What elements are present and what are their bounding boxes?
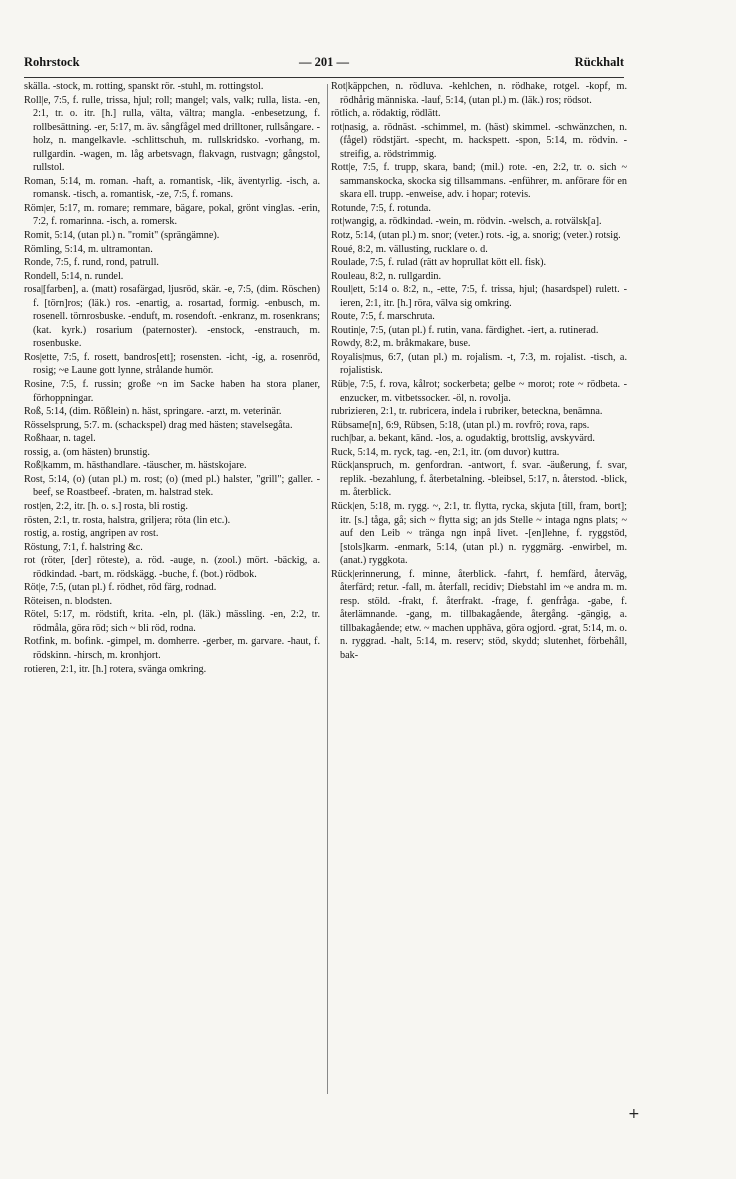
- right-column: [331, 80, 627, 1100]
- dictionary-entry: Rost, 5:14, (o) (utan pl.) m. rost; (o) (med pl.) halster, "grill"; galler. -beef, se Roastbeef. -braten, m. halstrad stek.: [24, 473, 320, 499]
- dictionary-entry: ruch|bar, a. bekant, känd. -los, a. ogudaktig, brottslig, avskyvärd.: [331, 433, 595, 445]
- dictionary-entry: Rotunde, 7:5, f. rotunda.: [331, 202, 431, 214]
- dictionary-entry: Rosine, 7:5, f. russin; große ~n im Sacke haben ha stora planer, förhoppningar.: [24, 379, 320, 404]
- dictionary-entry: Rück|anspruch, m. genfordran. -antwort, f. svar. -äußerung, f. svar, replik. -bezahlung, f. återbetalning. -bleibsel, 5:17, n. återstod. -blick, m. återblick.: [331, 460, 627, 499]
- dictionary-entry: Routin|e, 7:5, (utan pl.) f. rutin, vana. färdighet. -iert, a. rutinerad.: [331, 324, 599, 336]
- dictionary-entry: Rott|e, 7:5, f. trupp, skara, band; (mil.) rote. -en, 2:2, tr. o. sich ~ sammanskocka, skocka sig tillsammans. -enführer, m. anförare för en skara ell. trupp. -enweise, adv. i hopar; rotevis.: [331, 162, 627, 201]
- dictionary-entry: Rowdy, 8:2, m. bråkmakare, buse.: [331, 338, 471, 350]
- dictionary-entry: Royalis|mus, 6:7, (utan pl.) m. rojalism. -t, 7:3, m. rojalist. -tisch, a. rojalistisk.: [331, 351, 627, 377]
- dictionary-entry: Rondell, 5:14, n. rundel.: [24, 270, 124, 282]
- dictionary-entry: rot|wangig, a. rödkindad. -wein, m. rödvin. -welsch, a. rotvälsk[a].: [331, 216, 602, 228]
- dictionary-entry: rost|en, 2:2, itr. [h. o. s.] rosta, bli rostig.: [24, 500, 188, 512]
- dictionary-entry: Rötel, 5:17, m. rödstift, krita. -eln, pl. (läk.) mässling. -en, 2:2, tr. rödmåla, göra röd; sich ~ bli röd, rodna.: [24, 609, 320, 634]
- dictionary-entry: Rück|erinnerung, f. minne, återblick. -fahrt, f. hemfärd, återväg, återfärd; retur. -fall, m. återfall, recidiv; Diebstahl im ~e andra m. m. resp. stöld. -frakt, f. återfrakt. -frage, f. genfråga. -gabe, f. återlämnande. -gang, m. tillbakagående, återgång. -gängig, a. tillbakagående; etw. ~ machen upphäva, göra ogjord. -grat, 5:14, m. o. n. ryggrad. -halt, 5:14, m. reserv; stöd, skydd; slutenhet, förbehåll, bak-: [331, 568, 627, 661]
- margin-plus-mark: +: [628, 1106, 640, 1122]
- dictionary-entry: skälla. -stock, m. rotting, spanskt rör. -stuhl, m. rottingstol.: [24, 81, 264, 92]
- dictionary-entry: Röteisen, n. blodsten.: [24, 595, 113, 607]
- dictionary-entry: Ruck, 5:14, m. ryck, tag. -en, 2:1, itr. (om duvor) kuttra.: [331, 446, 560, 458]
- dictionary-entry: rostig, a. rostig, angripen av rost.: [24, 528, 159, 540]
- dictionary-entry: Roß|kamm, m. hästhandlare. -täuscher, m. hästskojare.: [24, 460, 247, 472]
- dictionary-entry: Roul|ett, 5:14 o. 8:2, n., -ette, 7:5, f. trissa, hjul; (hasardspel) rulett. -ieren, 2:1, itr. [h.] röra, välva sig omkring.: [331, 284, 627, 309]
- page-header: [24, 55, 624, 77]
- dictionary-entry: Rüb|e, 7:5, f. rova, kålrot; sockerbeta; gelbe ~ morot; rote ~ rödbeta. -enzucker, m. vitbetssocker. -öl, n. rovolja.: [331, 379, 627, 404]
- dictionary-entry: rosa|[farben], a. (matt) rosafärgad, ljusröd, skär. -e, 7:5, (dim. Röschen) f. [törn]ros; (läk.) ros. -enartig, a. rosartad, formig. -enbusch, m. rosenell. törnrosbuske. -enduft, m. rosendoft. -enkranz, m. rosenkrans; (kat. kyrk.) rosarium (paternoster). -enstock, -enstrauch, m. rosenbuske.: [24, 284, 320, 350]
- column-divider: [327, 84, 328, 1094]
- dictionary-entry: Rouleau, 8:2, n. rullgardin.: [331, 270, 442, 282]
- dictionary-entry: Route, 7:5, f. marschruta.: [331, 311, 435, 323]
- dictionary-entry: Römling, 5:14, m. ultramontan.: [24, 243, 153, 255]
- dictionary-entry: rot (röter, [der] röteste), a. röd. -auge, n. (zool.) mört. -bäckig, a. rödkindad. -bart, m. rödskägg. -buche, f. (bot.) rödbok.: [24, 555, 320, 580]
- dictionary-entry: Ros|ette, 7:5, f. rosett, bandros[ett]; rosensten. -icht, -ig, a. rosenröd, rosig; ~e Laune gott lynne, strålande humör.: [24, 351, 320, 377]
- dictionary-entry: Roulade, 7:5, f. rulad (rätt av hoprullat kött ell. fisk).: [331, 257, 547, 269]
- dictionary-entry: rotieren, 2:1, itr. [h.] rotera, svänga omkring.: [24, 663, 207, 675]
- dictionary-entry: Roué, 8:2, m. vällusting, rucklare o. d.: [331, 243, 488, 255]
- dictionary-entry: rösten, 2:1, tr. rosta, halstra, griljera; röta (lin etc.).: [24, 514, 231, 526]
- dictionary-entry: Rotfink, m. bofink. -gimpel, m. domherre. -gerber, m. garvare. -haut, f. rödskinn. -hirsch, m. kronhjort.: [24, 636, 320, 661]
- dictionary-entry: Röstung, 7:1, f. halstring &c.: [24, 541, 143, 553]
- dictionary-entry: Romit, 5:14, (utan pl.) n. "romit" (sprängämne).: [24, 230, 220, 242]
- left-column: [24, 80, 320, 1100]
- dictionary-entry: Rotz, 5:14, (utan pl.) m. snor; (veter.) rots. -ig, a. snorig; (veter.) rotsig.: [331, 230, 621, 242]
- dictionary-entry: rot|nasig, a. rödnäst. -schimmel, m. (häst) skimmel. -schwänzchen, n. (fågel) rödstjärt. -specht, m. hackspett. -spon, 5:14, m. rödvin. -streifig, a. rödstrimmig.: [331, 121, 627, 160]
- dictionary-entry: Rück|en, 5:18, m. rygg. ~, 2:1, tr. flytta, rycka, skjuta [till, fram, bort]; itr. [s.] tåga, gå; sich ~ flytta sig; an jds Stelle ~ intaga ngns plats; ~ auf den Leib ~ tränga ngn inpå livet. -[en]lehne, f. ryggstöd, [stols]karm. -enmark, 5:14, (utan pl.) n. ryggmärg. -enwirbel, m. (anat.) ryggkota.: [331, 500, 627, 567]
- header-left-word: Rohrstock: [24, 55, 80, 69]
- dictionary-entry: Röt|e, 7:5, (utan pl.) f. rödhet, röd färg, rodnad.: [24, 582, 217, 594]
- dictionary-entry: Roll|e, 7:5, f. rulle, trissa, hjul; roll; mangel; vals, valk; rulla, lista. -en, 2:1, tr. o. itr. [h.] rulla, välta, vältra; mangla. -enbesetzung, f. rollbesättning. -er, 5:17, m. äv. sångfågel med drilltoner, rullsångare. -holz, n. mangelkavle. -schlittschuh, m. rullskridsko. -vorhang, m. rullgardin. -wagen, m. låg arbetsvagn, flakvagn, rustvagn; gångstol, rullstol.: [24, 94, 320, 174]
- dictionary-entry: Roman, 5:14, m. roman. -haft, a. romantisk, -lik, äventyrlig. -isch, a. romansk. -tisch, a. romantisk, -ze, 7:5, f. romans.: [24, 175, 320, 201]
- dictionary-entry: Ronde, 7:5, f. rund, rond, patrull.: [24, 257, 159, 269]
- dictionary-entry: rötlich, a. rödaktig, rödlätt.: [331, 108, 441, 120]
- dictionary-entry: rossig, a. (om hästen) brunstig.: [24, 446, 150, 458]
- dictionary-entry: Roß, 5:14, (dim. Rößlein) n. häst, springare. -arzt, m. veterinär.: [24, 406, 282, 418]
- page-number: — 201 —: [299, 55, 349, 69]
- header-rule: [24, 77, 624, 78]
- dictionary-entry: Roßhaar, n. tagel.: [24, 433, 96, 445]
- dictionary-entry: Rübsame[n], 6:9, Rübsen, 5:18, (utan pl.) m. rovfrö; rova, raps.: [331, 419, 590, 431]
- header-right-word: Rückhalt: [574, 55, 624, 69]
- dictionary-entry: Rot|käppchen, n. rödluva. -kehlchen, n. rödhake, rotgel. -kopf, m. rödhårig människa. -lauf, 5:14, (utan pl.) m. (läk.) ros; rödsot.: [331, 81, 627, 106]
- dictionary-entry: Rösselsprung, 5:7. m. (schackspel) drag med hästen; stavelsegåta.: [24, 419, 293, 431]
- dictionary-entry: rubrizieren, 2:1, tr. rubricera, indela i rubriker, beteckna, benämna.: [331, 406, 603, 418]
- dictionary-entry: Röm|er, 5:17, m. romare; remmare, bägare, pokal, grönt vinglas. -erin, 7:2, f. romarinna. -isch, a. romersk.: [24, 202, 320, 228]
